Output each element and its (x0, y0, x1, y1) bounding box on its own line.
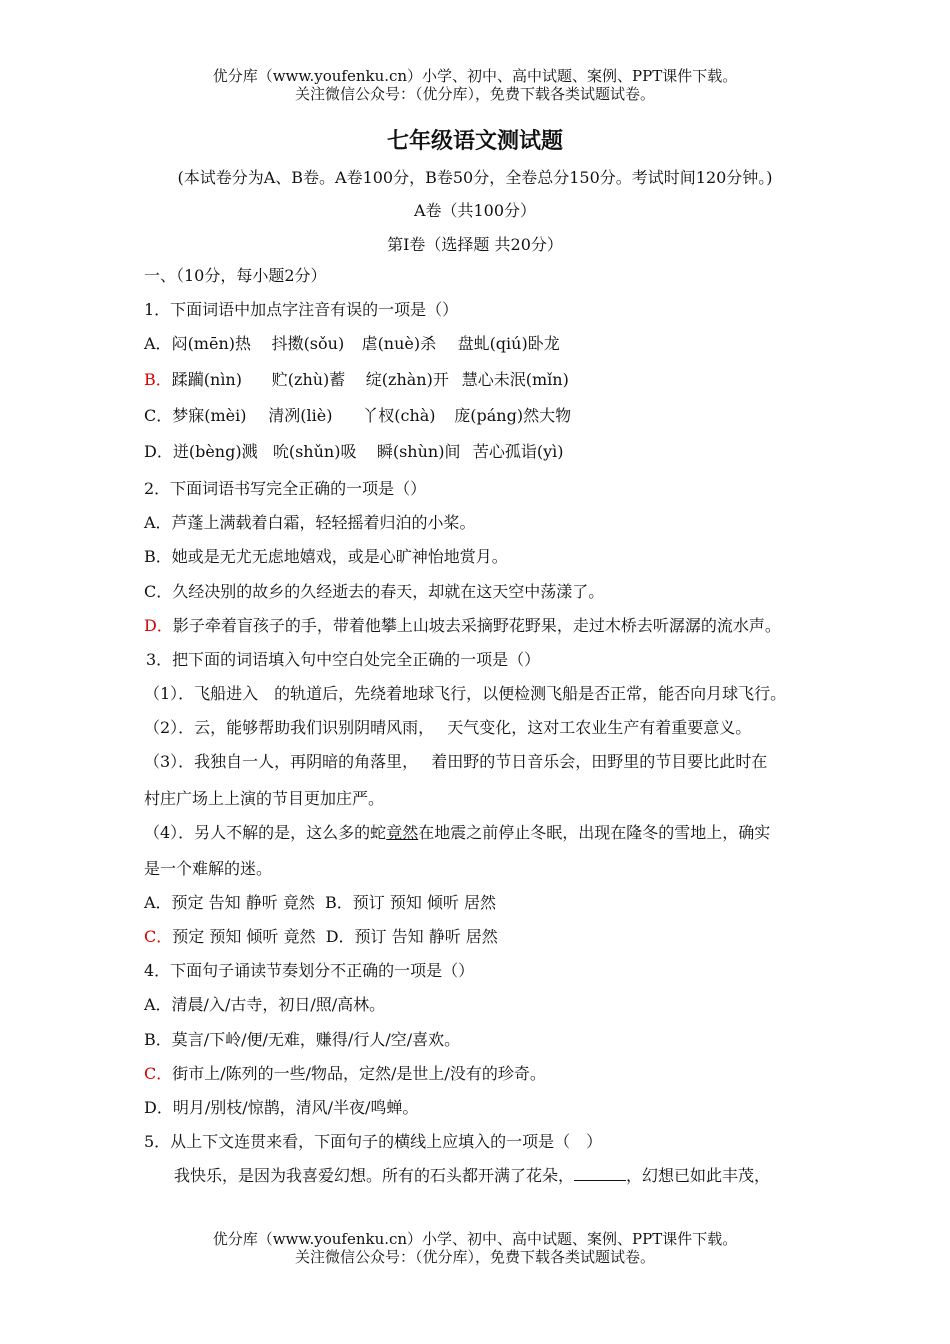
footer-line-1: 优分库（www.youfenku.cn）小学、初中、高中试题、案例、PPT课件下载。 (212, 1230, 738, 1248)
option-label: C． (144, 406, 173, 425)
q1-a-item-2: 抖擞(sǒu) (271, 334, 345, 353)
q4-option-c-text: 街市上/陈列的一些/物品，定然/是世上/没有的珍奇。 (172, 1064, 546, 1083)
q3-s4a-post: 在地震之前停止冬眠，出现在隆冬的雪地上，确实 (418, 823, 771, 842)
q1-a-item-1: 闷(mēn)热 (171, 334, 251, 353)
page-title: 七年级语文测试题 (386, 128, 563, 154)
exam-subtitle: (本试卷分为A、B卷。A卷100分，B卷50分，全卷总分150分。考试时间120分钟。) (177, 168, 773, 187)
q1-d-item-1: 迸(bèng)溅 (172, 442, 258, 461)
section-1-heading: 一、（10分，每小题2分） (144, 266, 327, 285)
q3-sentence-3b: 村庄广场上上演的节目更加庄严。 (144, 789, 385, 808)
q3-option-d: D．预订 告知 静听 居然 (325, 927, 498, 946)
q3-options-ab (144, 893, 496, 913)
option-label: A． (144, 334, 172, 353)
q2-stem: 2．下面词语书写完全正确的一项是（） (144, 479, 427, 498)
q3-s4a-pre: （4）．另人不解的是，这么多的蛇 (144, 823, 387, 842)
part-1-heading: 第Ⅰ卷（选择题 共20分） (387, 235, 563, 254)
q3-option-b: B．预订 预知 倾听 居然 (325, 893, 497, 912)
q4-option-d: D．明月/别枝/惊鹊，清风/半夜/鸣蝉。 (144, 1098, 419, 1117)
q1-c-item-2: 清冽(liè) (268, 406, 333, 425)
answer-blank (574, 1166, 626, 1181)
q1-d-item-4: 苦心孤诣(yì) (472, 442, 564, 461)
q3-option-c: 预定 预知 倾听 竟然 (172, 927, 316, 946)
q1-c-item-3: 丫杈(chà) (362, 406, 436, 425)
q2-option-c: C．久经决别的故乡的久经逝去的春天，却就在这天空中荡漾了。 (144, 582, 605, 601)
q3-sentence-4a (144, 823, 770, 843)
header-line-2: 关注微信公众号：（优分库），免费下载各类试题试卷。 (294, 85, 655, 103)
footer-line-2: 关注微信公众号：（优分库），免费下载各类试题试卷。 (294, 1248, 655, 1266)
option-label-answer: C． (144, 1064, 173, 1083)
q4-stem: 4．下面句子诵读节奏划分不正确的一项是（） (144, 961, 475, 980)
q1-d-item-2: 吮(shǔn)吸 (272, 442, 357, 461)
q3-s4a-underlined: 竟然 (386, 823, 419, 842)
q1-b-item-1: 蹂躏(nìn) (171, 370, 242, 389)
q4-option-b: B．莫言/下岭/便/无难，赚得/行人/空/喜欢。 (144, 1030, 461, 1049)
option-label: D． (144, 442, 173, 461)
q4-option-a: A．清晨/入/古寺，初日/照/高林。 (144, 995, 386, 1014)
q3-sentence-2: （2）．云，能够帮助我们识别阴晴风雨， 天气变化，这对工农业生产有着重要意义。 (144, 718, 752, 737)
q1-b-item-3: 绽(zhàn)开 (365, 370, 449, 389)
q3-sentence-3a: （3）．我独自一人，再阴暗的角落里， 着田野的节日音乐会，田野里的节目要比此时在 (144, 752, 768, 771)
q1-b-item-4: 慧心未泯(mǐn) (461, 370, 569, 389)
q3-option-a: A．预定 告知 静听 竟然 (144, 893, 315, 912)
q1-d-item-3: 瞬(shùn)间 (376, 442, 461, 461)
volume-a-heading: A卷（共100分） (413, 201, 537, 220)
q2-option-d-text: 影子牵着盲孩子的手，带着他攀上山坡去采摘野花野果，走过木桥去听潺潺的流水声。 (172, 616, 781, 635)
header-line-1: 优分库（www.youfenku.cn）小学、初中、高中试题、案例、PPT课件下载。 (212, 67, 738, 85)
q1-option-d (144, 442, 564, 462)
option-label-answer: C． (144, 927, 173, 946)
q2-option-d (144, 616, 781, 636)
q2-option-b: B．她或是无尤无虑地嬉戏，或是心旷神怡地赏月。 (144, 547, 508, 566)
q1-a-item-4: 盘虬(qiú)卧龙 (457, 334, 560, 353)
q1-option-b (144, 370, 569, 390)
q5-stem: 5．从上下文连贯来看，下面句子的横线上应填入的一项是（ ） (144, 1132, 603, 1151)
q1-stem: 1．下面词语中加点字注音有误的一项是（） (144, 300, 459, 319)
option-label-answer: B． (144, 370, 172, 389)
q5-text (174, 1166, 770, 1186)
q1-option-c (144, 406, 571, 426)
q1-b-item-2: 贮(zhù)蓄 (271, 370, 346, 389)
q5-text-pre: 我快乐，是因为我喜爱幻想。所有的石头都开满了花朵， (174, 1166, 575, 1185)
q1-c-item-4: 庞(páng)然大物 (454, 406, 572, 425)
q1-a-item-3: 虐(nuè)杀 (361, 334, 437, 353)
q4-option-c (144, 1064, 546, 1084)
q2-option-a: A．芦蓬上满载着白霜，轻轻摇着归泊的小桨。 (144, 513, 476, 532)
q3-sentence-4b: 是一个难解的迷。 (144, 859, 273, 878)
option-label-answer: D． (144, 616, 173, 635)
q1-option-a (144, 334, 560, 354)
q3-options-cd (144, 927, 498, 947)
q1-c-item-1: 梦寐(mèi) (172, 406, 247, 425)
q3-stem: 3．把下面的词语填入句中空白处完全正确的一项是（） (146, 650, 541, 669)
q5-text-post: ，幻想已如此丰茂， (626, 1166, 771, 1185)
q3-sentence-1: （1）．飞船进入 的轨道后，先绕着地球飞行，以便检测飞船是否正常，能否向月球飞行。 (144, 684, 787, 703)
